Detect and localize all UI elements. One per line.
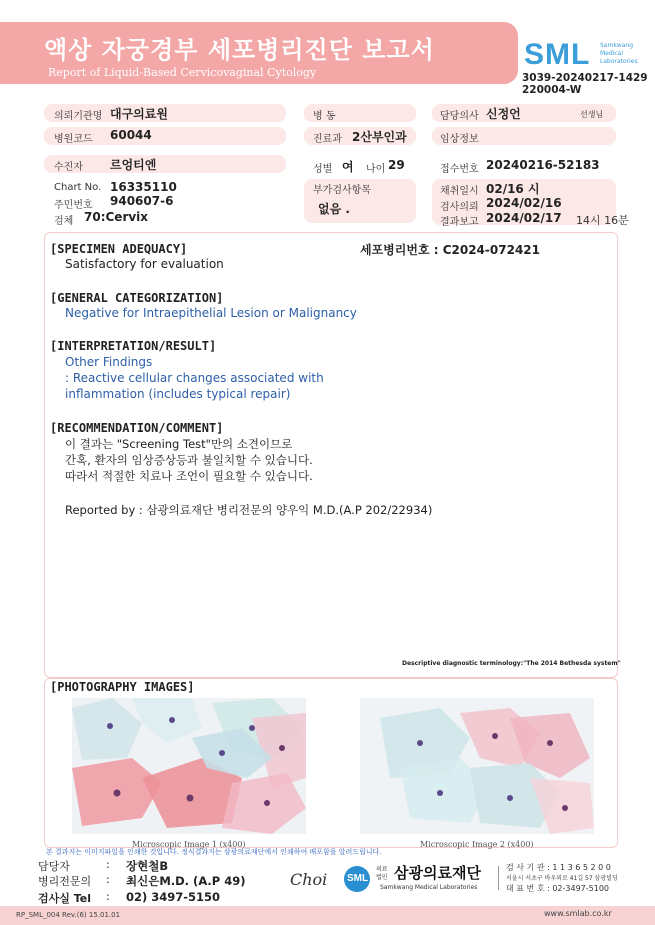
- agency-code: 검 사 기 관 : 1 1 3 6 5 2 0 0: [506, 863, 611, 872]
- dept-label: 진료과: [313, 134, 342, 145]
- interpretation-line1: Other Findings: [65, 355, 153, 369]
- microscopic-image-1: [72, 698, 306, 834]
- foundation-logo-icon: SML: [344, 866, 370, 892]
- interpretation-heading: [INTERPRETATION/RESULT]: [50, 339, 217, 353]
- general-heading: [GENERAL CATEGORIZATION]: [50, 291, 224, 305]
- pathologist-value: 최신은M.D. (A.P 49): [126, 874, 246, 888]
- hospital-code-value: 60044: [110, 128, 152, 142]
- pathology-number: 세포병리번호 : C2024-072421: [360, 243, 540, 257]
- age-value: 29: [388, 158, 405, 172]
- microscopic-image-2: [360, 698, 594, 834]
- sml-logo-subtitle: Samkwang Medical Laboratories: [600, 42, 638, 65]
- signature: Choi: [290, 870, 328, 889]
- doctor-suffix: 선생님: [580, 110, 604, 119]
- request-label: 검사의뢰: [440, 202, 479, 213]
- image-2-caption: Microscopic Image 2 (x400): [420, 840, 534, 849]
- adequacy-heading: [SPECIMEN ADEQUACY]: [50, 242, 188, 256]
- examinee-value: 르엉티엔: [110, 158, 157, 172]
- image-1-caption: Microscopic Image 1 (x400): [132, 840, 246, 849]
- result-value: 2024/02/17: [486, 211, 562, 225]
- pathologist-label: 병리전문의: [38, 875, 92, 888]
- foundation-prefix: 의료 법인: [376, 866, 388, 881]
- interpretation-line2: : Reactive cellular changes associated with: [65, 371, 324, 385]
- recommendation-line2: 간혹, 환자의 임상증상등과 불일치할 수 있습니다.: [65, 453, 313, 467]
- result-time: 14시 16분: [576, 214, 629, 227]
- photography-heading: [PHOTOGRAPHY IMAGES]: [50, 680, 195, 694]
- report-id: [522, 72, 648, 96]
- recommendation-heading: [RECOMMENDATION/COMMENT]: [50, 421, 224, 435]
- institution-value: 대구의료원: [110, 107, 168, 121]
- recommendation-line1: 이 결과는 "Screening Test"만의 소견이므로: [65, 437, 293, 451]
- chart-label: Chart No.: [54, 182, 102, 193]
- foundation-address: 서울시 서초구 바우뫼로 41길 57 삼광빌딩: [506, 875, 618, 882]
- chart-value: 16335110: [110, 180, 177, 194]
- doctor-value: 신정언: [486, 107, 521, 121]
- reported-by: Reported by : 삼광의료재단 병리전문의 양우익 M.D.(A.P 202/22934): [65, 503, 433, 517]
- interpretation-line3: inflammation (includes typical repair): [65, 387, 291, 401]
- manager-label: 담당자: [38, 860, 70, 873]
- dept-value: 2산부인과: [352, 130, 407, 144]
- result-label: 결과보고: [440, 217, 479, 228]
- print-notice: 본 결과지는 이미지파일을 인쇄한 것입니다. 정식결과지는 삼광의료재단에서 인쇄하여 배포함을 알려드립니다.: [46, 848, 382, 856]
- general-text: Negative for Intraepithelial Lesion or Malignancy: [65, 306, 357, 320]
- report-id-line1: 3039-20240217-1429: [522, 72, 648, 84]
- form-code: RP_SML_004 Rev.(6) 15.01.01: [16, 911, 121, 919]
- terminology-note: Descriptive diagnostic terminology:"The 2014 Bethesda system": [402, 660, 621, 667]
- report-subtitle: Report of Liquid-Based Cervicovaginal Cytology: [48, 66, 317, 79]
- collect-label: 채취일시: [440, 186, 479, 197]
- institution-label: 의뢰기관명: [54, 111, 103, 122]
- report-id-line2: 220004-W: [522, 84, 582, 96]
- adequacy-text: Satisfactory for evaluation: [65, 257, 224, 271]
- examinee-label: 수진자: [54, 162, 83, 173]
- hospital-code-label: 병원코드: [54, 134, 93, 145]
- rrn-value: 940607-6: [110, 194, 174, 208]
- manager-colon: :: [106, 858, 110, 871]
- reception-value: 20240216-52183: [486, 158, 600, 172]
- report-title: 액상 자궁경부 세포병리진단 보고서: [44, 36, 435, 64]
- pathologist-colon: :: [106, 873, 110, 886]
- manager-value: 장현철B: [126, 859, 169, 873]
- extra-test-value: 없음 .: [318, 202, 350, 216]
- doctor-label: 담당의사: [440, 111, 479, 122]
- representative-tel: 대 표 번 호 : 02-3497-5100: [506, 884, 609, 893]
- sex-value: 여: [342, 160, 354, 174]
- tel-value: 02) 3497-5150: [126, 890, 221, 904]
- recommendation-line3: 따라서 적절한 치료나 조언이 필요할 수 있습니다.: [65, 469, 313, 483]
- specimen-label: 검체: [54, 216, 74, 227]
- foundation-english: Samkwang Medical Laboratories: [380, 884, 478, 891]
- sml-logo: SML: [524, 38, 591, 71]
- sex-label: 성별: [313, 164, 333, 175]
- tel-label: 검사실 Tel: [38, 892, 91, 905]
- specimen-value: 70:Cervix: [84, 210, 149, 224]
- age-label: 나이: [366, 164, 386, 175]
- rrn-label: 주민번호: [54, 200, 93, 211]
- extra-test-label: 부가검사항목: [313, 185, 371, 196]
- clinical-label: 임상정보: [440, 134, 479, 145]
- tel-colon: :: [106, 890, 110, 903]
- website-link[interactable]: www.smlab.co.kr: [544, 909, 612, 918]
- foundation-name: 삼광의료재단: [394, 864, 481, 882]
- reception-label: 접수번호: [440, 164, 479, 175]
- request-value: 2024/02/16: [486, 196, 562, 210]
- ward-label: 병 동: [313, 111, 336, 122]
- collect-value: 02/16 시: [486, 182, 540, 196]
- footer-divider: [498, 866, 499, 890]
